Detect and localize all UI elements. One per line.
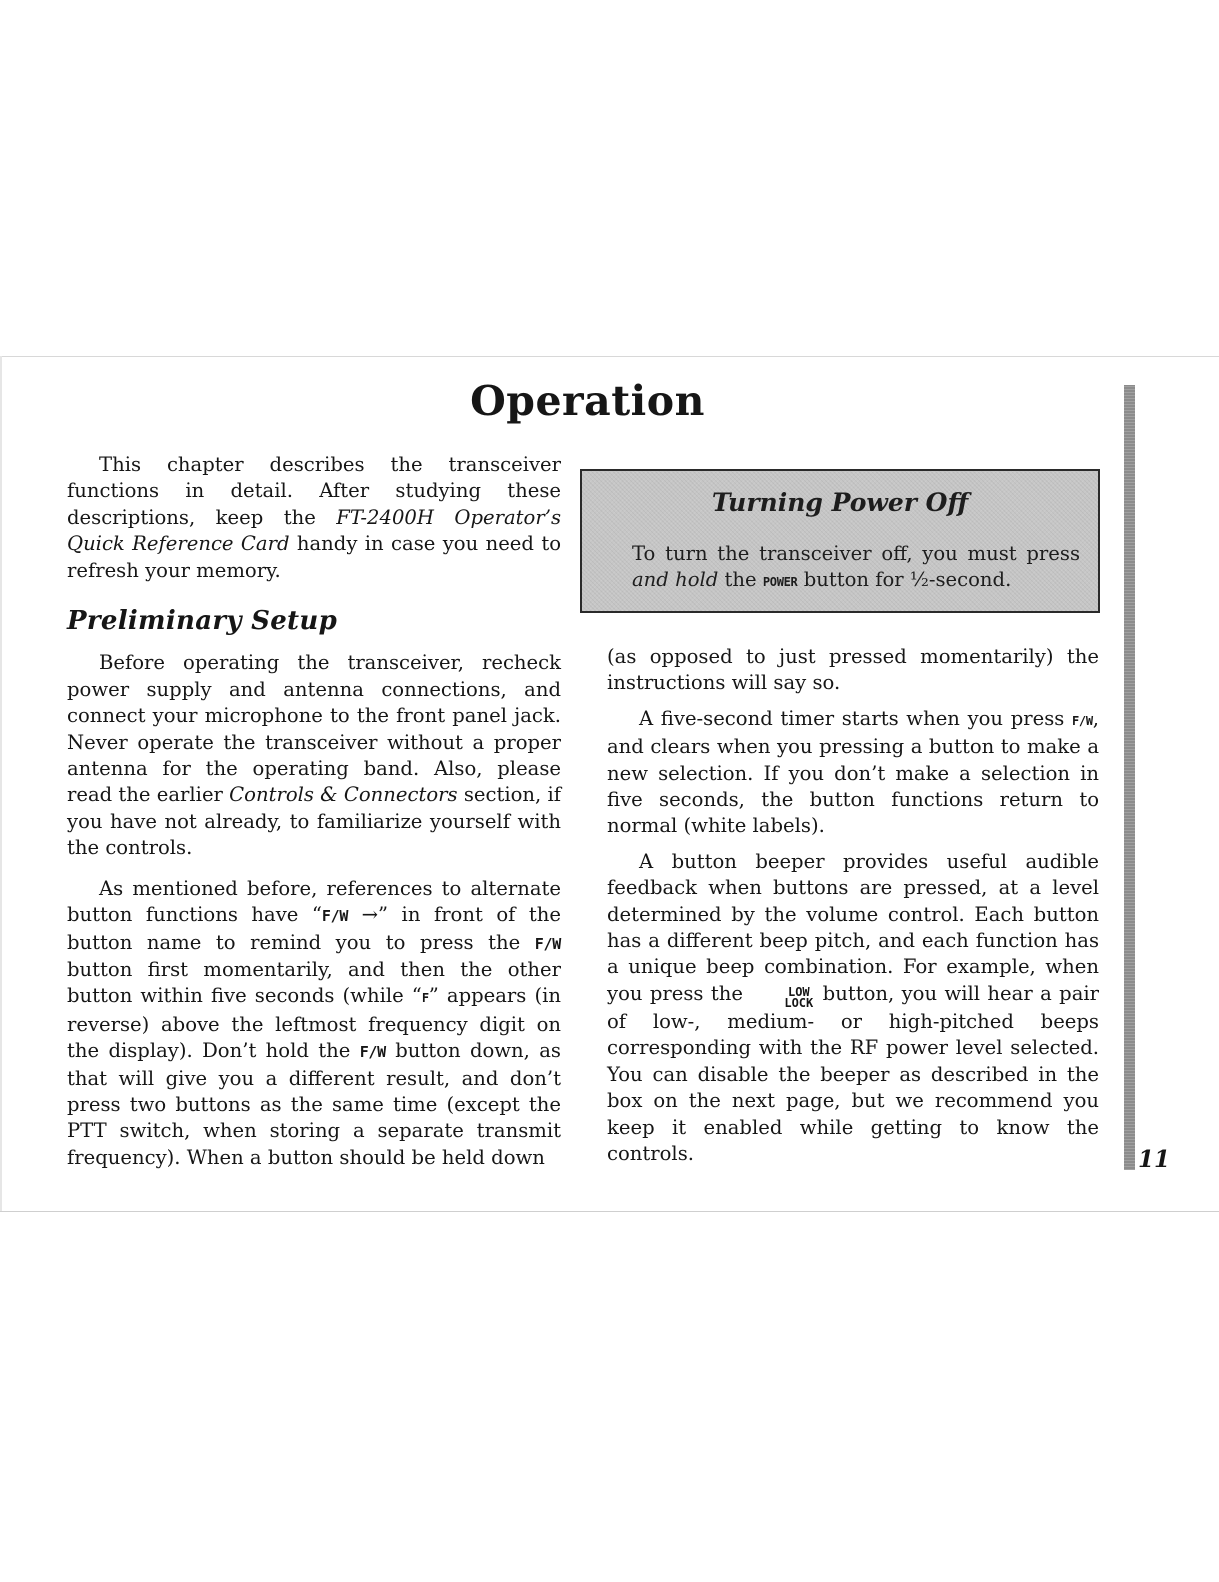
box-text bbox=[632, 541, 1080, 595]
continuation-paragraph: (as opposed to just pressed momentarily) the instructions will say so. bbox=[607, 645, 1099, 695]
alt-text-1: As mentioned before, references to alternate button functions have “ bbox=[67, 876, 561, 927]
low-lock-key-label bbox=[752, 984, 814, 1010]
box-text-3: button for ½-second. bbox=[797, 568, 1012, 591]
turning-power-off-box bbox=[580, 469, 1100, 613]
setup-text: Before operating the transceiver, recheck power supply and antenna connections, and connect your microphone to the front panel jack. Never operate the transceiver without a proper antenna for the operating band. Also, please read the earlier bbox=[67, 651, 561, 807]
low-label: LOW bbox=[787, 984, 810, 999]
intro-text-end: handy in case you need to refresh your memory. bbox=[67, 532, 561, 582]
left-column bbox=[67, 452, 561, 1171]
lock-label: LOCK bbox=[784, 995, 814, 1010]
fw-key-label: F/W bbox=[534, 934, 561, 953]
beeper-text-1: A button beeper provides useful audible feedback when buttons are pressed, at a level determined by the volume control. Each button has a different beep pitch, and each function has a unique beep combination. For example, when you press the bbox=[607, 849, 1099, 1005]
page-top-edge bbox=[0, 356, 1219, 357]
controls-connectors-reference: Controls & Connectors bbox=[229, 783, 458, 807]
fw-key-label: F/W bbox=[321, 907, 349, 926]
box-emphasis: and hold bbox=[632, 568, 719, 591]
beeper-text-2: button, you will hear a pair of low-, medium- or high-pitched beeps corresponding with the RF power level selected. You can disable the beeper as described in the box on the next page, but we recommend you keep it enabled while getting to know the controls. bbox=[607, 981, 1100, 1165]
setup-text-end: section, if you have not already, to familiarize yourself with the controls. bbox=[67, 783, 562, 860]
page-bottom-edge bbox=[0, 1211, 1219, 1212]
alt-text-4: ” appears (in reverse) above the leftmost frequency digit on the display). Don’t hold the bbox=[67, 984, 561, 1063]
section-heading-preliminary-setup: Preliminary Setup bbox=[67, 606, 338, 637]
page-title: Operation bbox=[470, 377, 705, 425]
beeper-paragraph bbox=[607, 849, 1099, 1167]
timer-text-2: , and clears when you pressing a button to make a new selection. If you don’t make a selection in five seconds, the button functions return to normal (white labels). bbox=[607, 706, 1099, 838]
box-text-2: the bbox=[718, 568, 763, 591]
f-indicator-label: F bbox=[421, 991, 429, 1006]
intro-paragraph bbox=[67, 452, 561, 584]
power-key-label: POWER bbox=[762, 575, 798, 589]
alt-text-5: button down, as that will give you a different result, and don’t press two buttons as the same time (except the PTT switch, when storing a separate transmit frequency). When a button should be held down bbox=[67, 1039, 561, 1169]
page-left-edge bbox=[0, 356, 2, 1212]
timer-paragraph bbox=[607, 706, 1099, 840]
right-column bbox=[607, 644, 1099, 1167]
chapter-side-tab bbox=[1124, 385, 1135, 1170]
setup-paragraph bbox=[67, 650, 561, 861]
box-text-1: To turn the transceiver off, you must press bbox=[632, 542, 1080, 565]
fw-key-label: F/W bbox=[359, 1043, 386, 1062]
page-number: 11 bbox=[1138, 1146, 1171, 1173]
quick-reference-card-title: FT-2400H Operator’s Quick Reference Card bbox=[67, 505, 562, 556]
alt-text-2: →” in front of the button name to remind you to press the bbox=[67, 903, 561, 954]
box-title: Turning Power Off bbox=[711, 488, 969, 517]
timer-text-1: A five-second timer starts when you press bbox=[639, 706, 1072, 730]
alternate-functions-paragraph bbox=[67, 876, 561, 1171]
intro-text: This chapter describes the transceiver functions in detail. After studying these descriptions, keep the bbox=[67, 453, 561, 529]
alt-text-3: button first momentarily, and then the other button within five seconds (while “ bbox=[67, 957, 561, 1008]
fw-key-label: F/W bbox=[1071, 713, 1093, 728]
